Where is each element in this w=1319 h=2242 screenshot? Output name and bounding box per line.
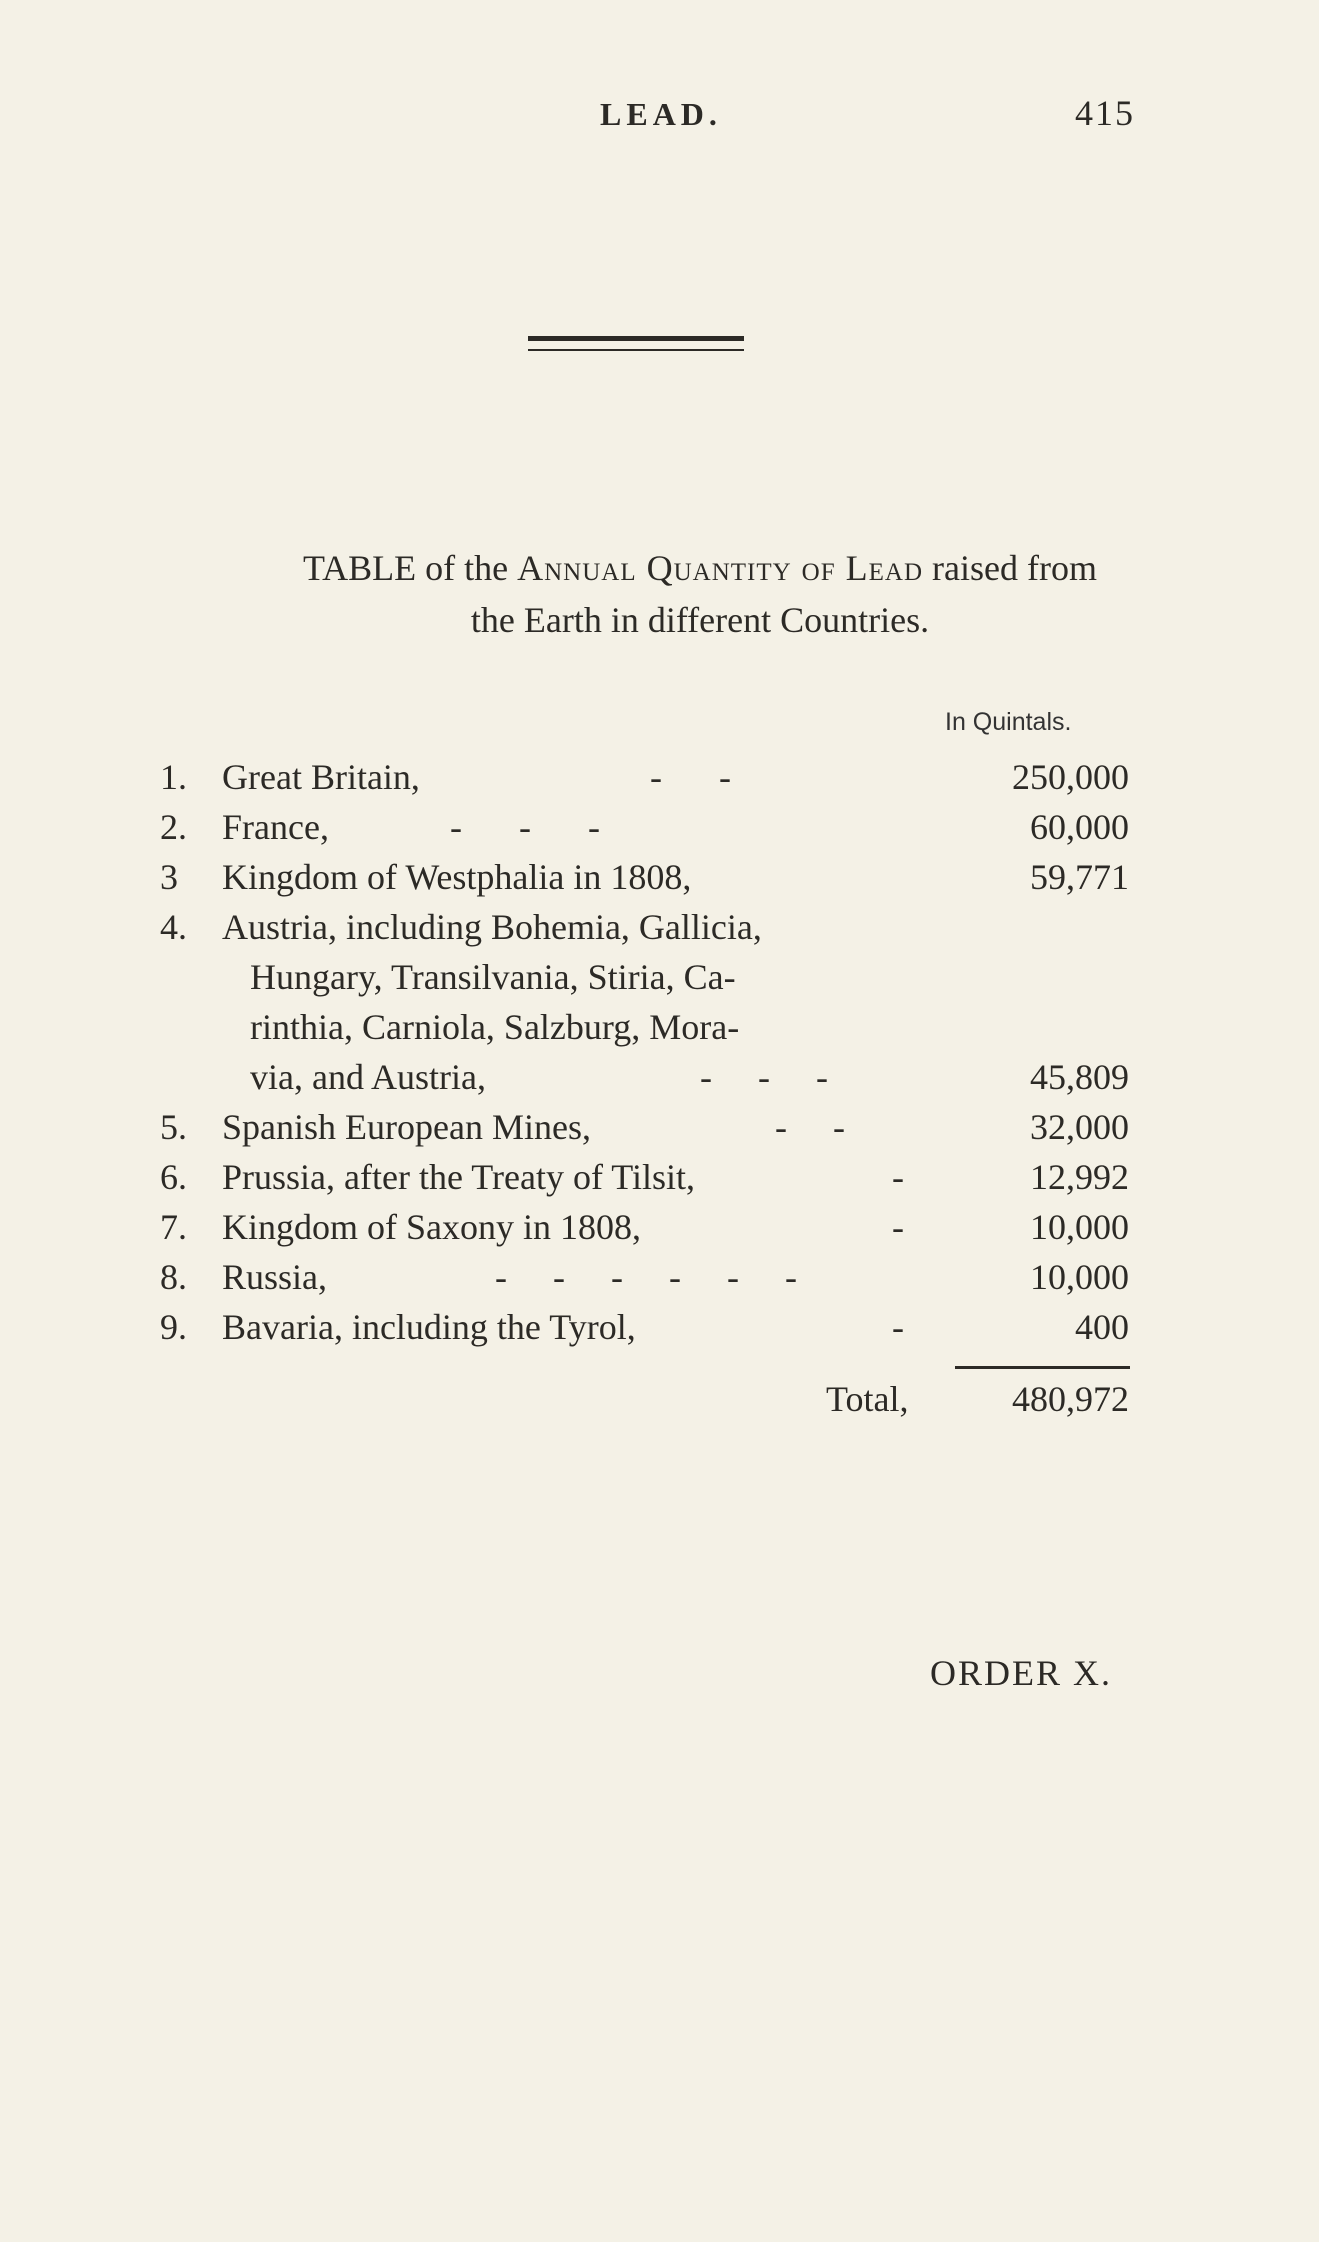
running-head bbox=[0, 93, 1319, 146]
table-row-continuation bbox=[0, 956, 1319, 1006]
page-number: 415 bbox=[1075, 93, 1135, 133]
row-number: 7. bbox=[160, 1207, 187, 1247]
row-label-continuation: Hungary, Transilvania, Stiria, Ca- bbox=[250, 957, 736, 997]
title-smallcaps: Annual Quantity of Lead bbox=[517, 548, 924, 588]
row-label: Russia, bbox=[222, 1257, 328, 1297]
row-value: 10,000 bbox=[1030, 1207, 1129, 1247]
row-number: 4. bbox=[160, 907, 187, 947]
row-label: Prussia, after the Treaty of Tilsit, bbox=[222, 1157, 696, 1197]
row-leader-dashes: - bbox=[892, 1157, 906, 1197]
row-leader-dashes: - - - bbox=[700, 1057, 830, 1097]
title-part2: raised from bbox=[923, 548, 1097, 588]
running-title: LEAD. bbox=[600, 96, 722, 132]
units-header: In Quintals. bbox=[945, 708, 1072, 736]
table-row bbox=[0, 906, 1319, 956]
table-row-continuation bbox=[0, 1056, 1319, 1106]
catchword: ORDER X. bbox=[930, 1653, 1113, 1693]
row-number: 9. bbox=[160, 1307, 187, 1347]
table-row bbox=[0, 1306, 1319, 1356]
table-row bbox=[0, 856, 1319, 906]
decorative-rule-thin bbox=[528, 349, 744, 351]
decorative-rule-thick bbox=[528, 336, 744, 341]
table-row bbox=[0, 1106, 1319, 1156]
row-leader-dashes: - - - bbox=[450, 807, 602, 847]
table-row bbox=[0, 1256, 1319, 1306]
row-value: 12,992 bbox=[1030, 1157, 1129, 1197]
row-leader-dashes: - - - - - - bbox=[495, 1257, 799, 1297]
row-value: 59,771 bbox=[1030, 857, 1129, 897]
row-label: Kingdom of Westphalia in 1808, bbox=[222, 857, 692, 897]
row-value: 250,000 bbox=[1012, 757, 1129, 797]
table-title bbox=[150, 542, 1250, 646]
row-leader-dashes: - bbox=[892, 1207, 906, 1247]
row-label: Bavaria, including the Tyrol, bbox=[222, 1307, 636, 1347]
row-value: 10,000 bbox=[1030, 1257, 1129, 1297]
row-number: 2. bbox=[160, 807, 187, 847]
row-leader-dashes: - - bbox=[775, 1107, 847, 1147]
row-leader-dashes: - - bbox=[650, 757, 733, 797]
row-value: 32,000 bbox=[1030, 1107, 1129, 1147]
row-value: 60,000 bbox=[1030, 807, 1129, 847]
row-label: Kingdom of Saxony in 1808, bbox=[222, 1207, 641, 1247]
row-label-continuation: rinthia, Carniola, Salzburg, Mora- bbox=[250, 1007, 740, 1047]
row-number: 1. bbox=[160, 757, 187, 797]
row-number: 6. bbox=[160, 1157, 187, 1197]
total-value: 480,972 bbox=[1012, 1379, 1129, 1419]
total-label: Total, bbox=[826, 1379, 909, 1419]
total-rule bbox=[955, 1366, 1130, 1369]
row-label-continuation: via, and Austria, bbox=[250, 1057, 486, 1097]
table-row bbox=[0, 1206, 1319, 1256]
table-row bbox=[0, 1156, 1319, 1206]
title-part1: TABLE of the bbox=[303, 548, 518, 588]
row-number: 5. bbox=[160, 1107, 187, 1147]
table-title-line1 bbox=[150, 542, 1250, 594]
row-value: 45,809 bbox=[1030, 1057, 1129, 1097]
row-number: 3 bbox=[160, 857, 178, 897]
table-row bbox=[0, 806, 1319, 856]
table-row bbox=[0, 756, 1319, 806]
table-row-continuation bbox=[0, 1006, 1319, 1056]
row-label: Spanish European Mines, bbox=[222, 1107, 591, 1147]
row-label: Great Britain, bbox=[222, 757, 420, 797]
row-value: 400 bbox=[1075, 1307, 1129, 1347]
table-title-line2: the Earth in different Countries. bbox=[470, 600, 930, 640]
row-label: France, bbox=[222, 807, 329, 847]
row-label: Austria, including Bohemia, Gallicia, bbox=[222, 907, 762, 947]
row-number: 8. bbox=[160, 1257, 187, 1297]
row-leader-dashes: - bbox=[892, 1307, 906, 1347]
